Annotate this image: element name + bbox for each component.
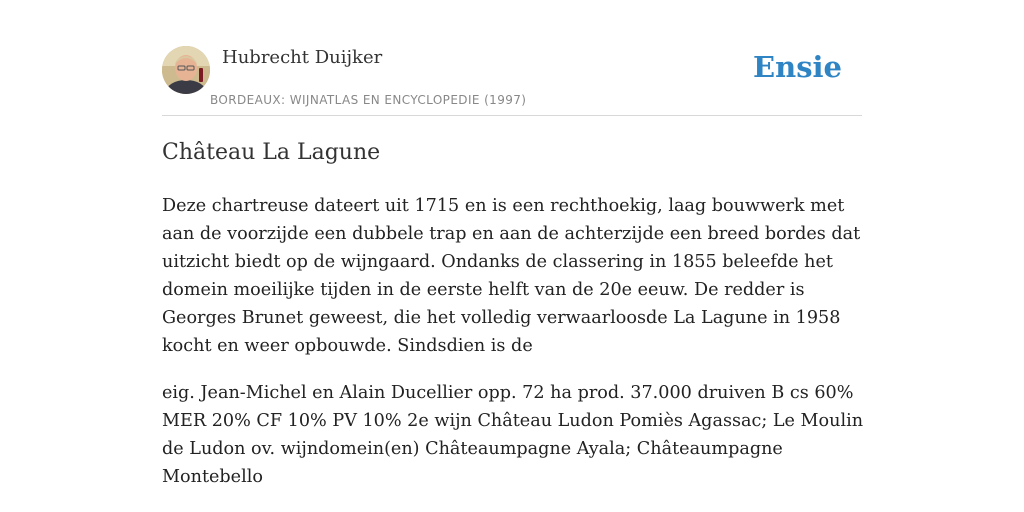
author-name[interactable]: Hubrecht Duijker xyxy=(222,47,383,68)
ensie-logo[interactable]: Ensie xyxy=(753,50,842,84)
author-photo-icon xyxy=(162,46,210,94)
article-paragraph: Deze chartreuse dateert uit 1715 en is een rechthoekig, laag bouwwerk met aan de voorzijde een dubbele trap en aan de achterzijde een breed bordes dat uitzicht biedt op de wijngaard. Ondanks de classering in 1855 beleefde het domein moeilijke tijden in de eerste helft van de 20e eeuw. De redder is Georges Brunet geweest, die het volledig verwaarloosde La Lagune in 1958 kocht en weer opbouwde. Sindsdien is de xyxy=(162,196,861,356)
author-avatar[interactable] xyxy=(162,46,210,94)
source-title[interactable]: BORDEAUX: WIJNATLAS EN ENCYCLOPEDIE (1997) xyxy=(210,93,527,107)
article-title: Château La Lagune xyxy=(162,140,381,165)
page-header xyxy=(162,46,862,116)
article-details-paragraph: eig. Jean-Michel en Alain Ducellier opp. 72 ha prod. 37.000 druiven B cs 60% MER 20% CF 10% PV 10% 2e wijn Château Ludon Pomiès Agassac; Le Moulin de Ludon ov. wijndomein(en) Châteaumpagne Ayala; Châteaumpagne Montebello xyxy=(162,383,864,487)
